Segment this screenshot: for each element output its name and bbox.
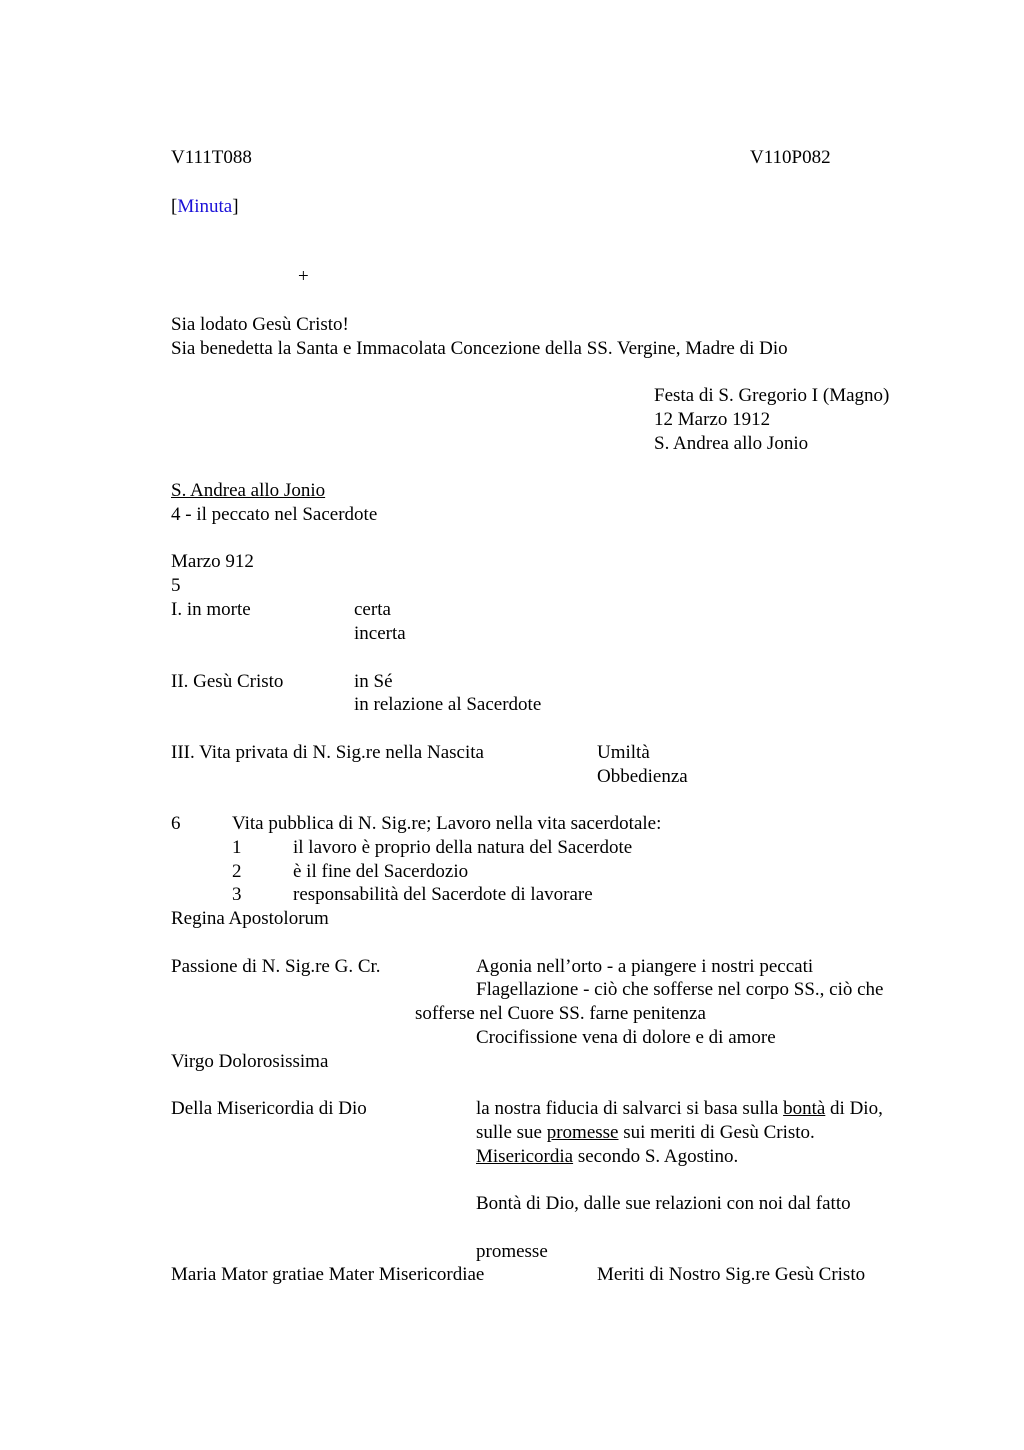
section-3-label: III. Vita privata di N. Sig.re nella Nascita [171,742,484,763]
section-2-item-1: in Sé [354,671,393,692]
greeting-line-2: Sia benedetta la Santa e Immacolata Concezione della SS. Vergine, Madre di Dio [171,338,788,359]
section-3-item-1: Umiltà [597,742,650,763]
section-6-item-1-number: 1 [232,837,242,858]
section-6-closing: Regina Apostolorum [171,908,329,929]
misericordia-line-1-c: di Dio, [825,1098,883,1119]
passione-label: Passione di N. Sig.re G. Cr. [171,956,381,977]
section-2-item-2: in relazione al Sacerdote [354,694,542,715]
bonta-underlined: bontà [783,1098,826,1119]
bracket-open: [ [171,196,178,217]
passione-line-2: Flagellazione - ciò che sofferse nel corpo SS., ciò che [476,979,884,1000]
misericordia-label: Della Misericordia di Dio [171,1098,367,1119]
cross-mark: + [298,266,309,287]
intro-month: Marzo 912 [171,551,254,572]
section-1-item-1: certa [354,599,391,620]
dateline-place: S. Andrea allo Jonio [654,433,809,454]
section-1-label: I. in morte [171,599,251,620]
passione-line-3: sofferse nel Cuore SS. farne penitenza [415,1003,706,1024]
intro-place: S. Andrea allo Jonio [171,480,326,501]
section-6-title: Vita pubblica di N. Sig.re; Lavoro nella vita sacerdotale: [232,813,662,834]
document-code-left: V111T088 [171,147,252,168]
misericordia-closing: Maria Mator gratiae Mater Misericordiae [171,1264,485,1285]
minuta-link[interactable]: Minuta [177,196,233,217]
section-6-item-2-text: è il fine del Sacerdozio [293,861,469,882]
misericordia-line-3-b: secondo S. Agostino. [573,1146,739,1167]
section-6-item-1-text: il lavoro è proprio della natura del Sacerdote [293,837,633,858]
misericordia-line-4: Bontà di Dio, dalle sue relazioni con noi dal fatto [476,1193,851,1214]
minuta-label [171,195,239,219]
intro-number-5: 5 [171,575,181,596]
misericordia-line-1 [476,1097,883,1121]
section-6-number: 6 [171,813,181,834]
section-1-item-2: incerta [354,623,406,644]
passione-line-1: Agonia nell’orto - a piangere i nostri peccati [476,956,814,977]
passione-closing: Virgo Dolorosissima [171,1051,329,1072]
dateline-feast: Festa di S. Gregorio I (Magno) [654,385,890,406]
section-6-item-3-text: responsabilità del Sacerdote di lavorare [293,884,593,905]
misericordia-line-2 [476,1121,815,1145]
section-2-label: II. Gesù Cristo [171,671,284,692]
misericordia-line-2-c: sui meriti di Gesù Cristo. [618,1122,815,1143]
misericordia-line-3 [476,1145,738,1169]
misericordia-underlined: Misericordia [476,1146,574,1167]
promesse-underlined: promesse [546,1122,619,1143]
section-6-item-3-number: 3 [232,884,242,905]
greeting-line-1: Sia lodato Gesù Cristo! [171,314,349,335]
meriti-line: Meriti di Nostro Sig.re Gesù Cristo [597,1264,866,1285]
section-6-item-2-number: 2 [232,861,242,882]
misericordia-line-2-a: sulle sue [476,1122,547,1143]
document-code-right: V110P082 [750,147,831,168]
intro-topic: 4 - il peccato nel Sacerdote [171,504,378,525]
misericordia-line-1-a: la nostra fiducia di salvarci si basa sulla [476,1098,784,1119]
section-3-item-2: Obbedienza [597,766,688,787]
dateline-date: 12 Marzo 1912 [654,409,771,430]
bracket-close: ] [232,196,239,217]
misericordia-line-5: promesse [476,1241,548,1262]
passione-line-4: Crocifissione vena di dolore e di amore [476,1027,776,1048]
